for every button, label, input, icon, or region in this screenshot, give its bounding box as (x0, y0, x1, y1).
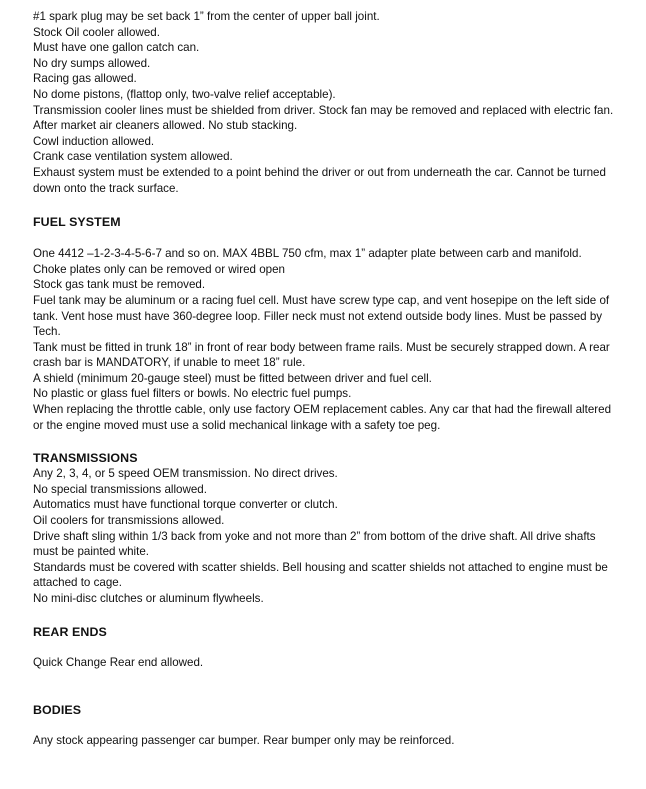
rule-line: Drive shaft sling within 1/3 back from yoke and not more than 2” from bottom of the drive shaft. All drive shafts must be painted white. (33, 529, 596, 559)
rule-line: Transmission cooler lines must be shielded from driver. Stock fan may be removed and replaced with electric fan. (33, 103, 614, 117)
rule-line: Fuel tank may be aluminum or a racing fuel cell. Must have screw type cap, and vent hosepipe on the left side of tank. Vent hose must have 360-degree loop. Filler neck must not extend outside body lines. Must be passed by Tech. (33, 293, 610, 339)
rule-line: No special transmissions allowed. (33, 482, 207, 496)
rule-line: Standards must be covered with scatter shields. Bell housing and scatter shields not attached to engine must be attached to cage. (33, 560, 608, 590)
rule-line: No plastic or glass fuel filters or bowls. No electric fuel pumps. (33, 387, 352, 401)
rule-line: Racing gas allowed. (33, 72, 137, 86)
rule-line: No mini-disc clutches or aluminum flywheels. (33, 592, 264, 605)
rule-line: Choke plates only can be removed or wired open (33, 262, 285, 276)
rule-line: After market air cleaners allowed. No stub stacking. (33, 119, 298, 133)
rule-line: #1 spark plug may be set back 1” from the center of upper ball joint. (33, 10, 380, 23)
engine-rules-list (33, 9, 623, 196)
rule-line: Cowl induction allowed. (33, 134, 155, 148)
rule-line: Crank case ventilation system allowed. (33, 150, 233, 164)
rule-line: Exhaust system must be extended to a point behind the driver or out from underneath the car. Cannot be turned down onto the track surface. (33, 165, 606, 195)
rule-line: Oil coolers for transmissions allowed. (33, 514, 225, 528)
rule-line: Stock Oil cooler allowed. (33, 25, 160, 39)
rule-line: Any 2, 3, 4, or 5 speed OEM transmission. No direct drives. (33, 467, 338, 481)
transmissions-rules-list (33, 466, 623, 606)
rule-line: Must have one gallon catch can. (33, 41, 200, 55)
rule-line: One 4412 –1-2-3-4-5-6-7 and so on. MAX 4BBL 750 cfm, max 1” adapter plate between carb and manifold. (33, 247, 582, 261)
rule-line: No dome pistons, (flattop only, two-valve relief acceptable). (33, 87, 336, 101)
rule-line: No dry sumps allowed. (33, 56, 151, 70)
rule-line: Quick Change Rear end allowed. (33, 655, 204, 669)
rear-ends-rules-list (33, 655, 623, 671)
rule-line: When replacing the throttle cable, only use factory OEM replacement cables. Any car that had the firewall altered or the engine moved must use a solid mechanical linkage with a safety toe peg. (33, 403, 612, 432)
section-heading-rear-ends: REAR ENDS (33, 624, 107, 639)
bodies-rules-list (33, 733, 623, 749)
section-heading-fuel-system: FUEL SYSTEM (33, 215, 121, 230)
rules-document (33, 9, 623, 749)
section-heading-transmissions: TRANSMISSIONS (33, 451, 138, 466)
rule-line: A shield (minimum 20-gauge steel) must be fitted between driver and fuel cell. (33, 371, 432, 385)
fuel-system-rules-list (33, 246, 623, 433)
rule-line: Tank must be fitted in trunk 18” in front of rear body between frame rails. Must be securely strapped down. A rear crash bar is MANDATORY, if unable to meet 18” rule. (33, 340, 610, 370)
rule-line: Automatics must have functional torque converter or clutch. (33, 498, 338, 512)
section-heading-bodies: BODIES (33, 703, 82, 718)
rule-line: Any stock appearing passenger car bumper. Rear bumper only may be reinforced. (33, 734, 455, 748)
rule-line: Stock gas tank must be removed. (33, 278, 206, 292)
